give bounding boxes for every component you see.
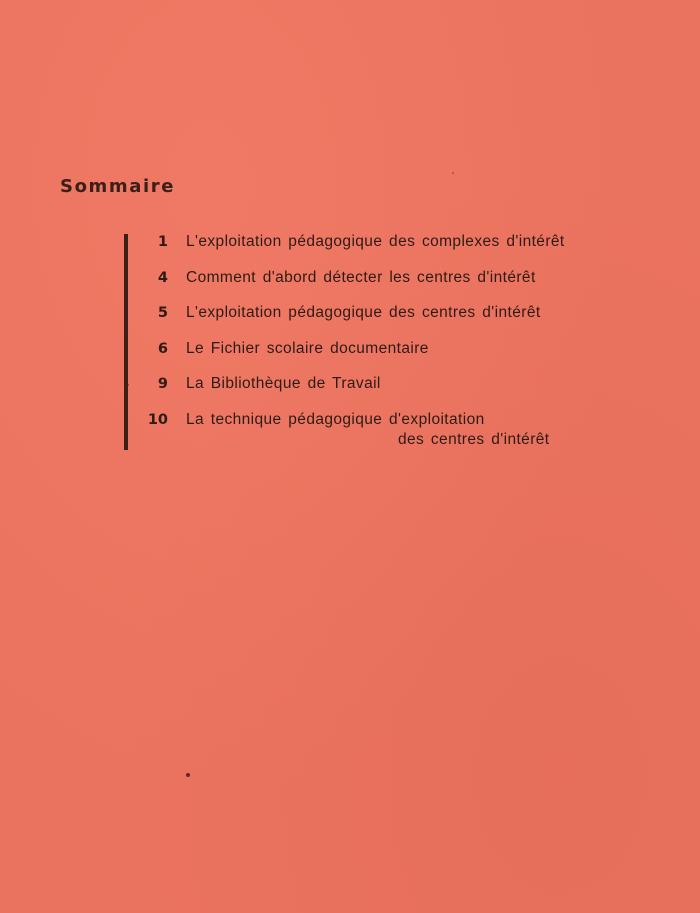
toc-item-label: Comment d'abord détecter les centres d'intérêt [186,268,536,286]
toc-item [140,303,610,339]
toc-item [140,232,610,268]
toc-page-number: 9 [157,376,168,392]
toc-divider-bar [124,234,128,450]
page-title: Sommaire [60,176,176,197]
toc-item-label: La Bibliothèque de Travail [186,375,381,392]
toc-item-label: L'exploitation pédagogique des centres d'intérêt [186,304,541,321]
toc-item-label: Le Fichier scolaire documentaire [186,339,429,357]
toc-item [140,374,610,410]
toc-item [140,268,610,304]
paper-speck [452,172,454,174]
toc-item [140,339,610,375]
paper-speck [127,384,129,386]
toc-page-number: 5 [157,305,168,321]
toc-item-label: L'exploitation pédagogique des complexes d'intérêt [186,233,565,250]
table-of-contents [140,232,610,448]
toc-page-number: 4 [157,269,168,286]
toc-item-label: La technique pédagogique d'exploitation [186,410,485,428]
toc-page-number: 1 [157,234,168,250]
toc-item [140,410,610,446]
paper-speck [186,773,190,777]
toc-item-label-continuation: des centres d'intérêt [398,430,550,448]
toc-page-number: 10 [147,411,168,428]
toc-page-number: 6 [157,340,168,357]
